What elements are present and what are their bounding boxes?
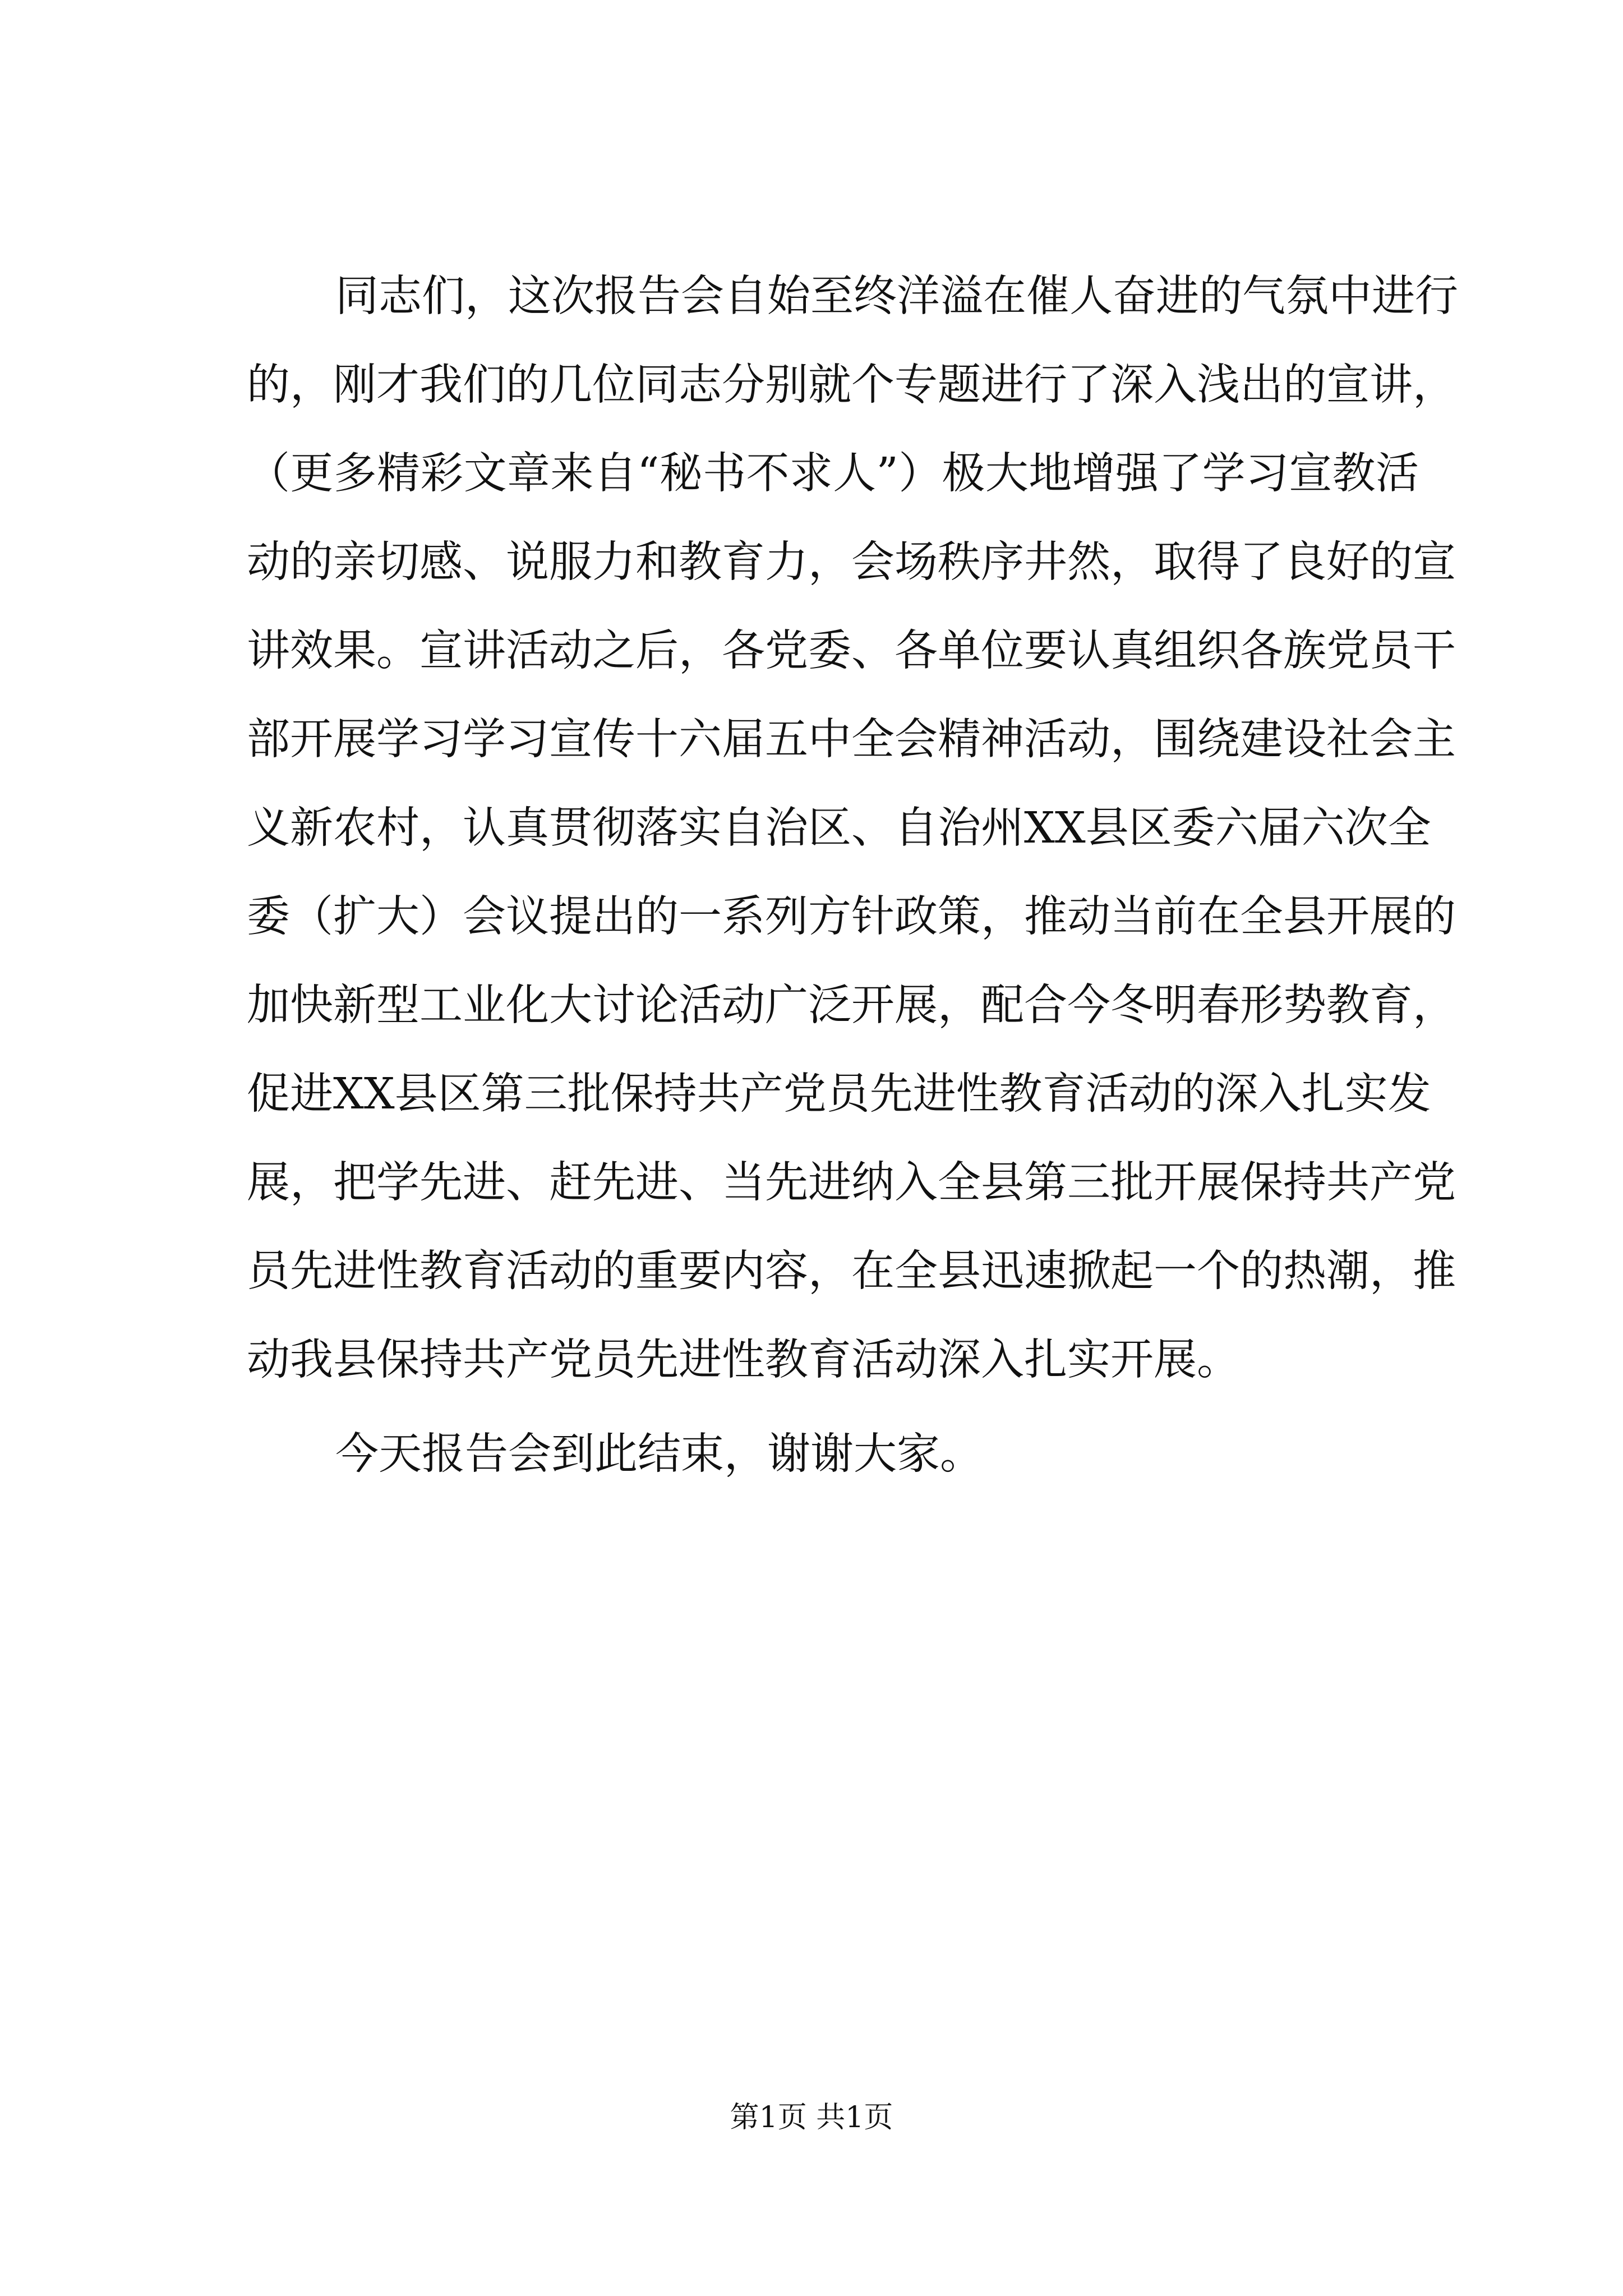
paragraph-line: 员先进性教育活动的重要内容，在全县迅速掀起一个的热潮，推	[247, 1246, 1456, 1296]
closing-line: 今天报告会到此结束，谢谢大家。	[335, 1429, 983, 1479]
paragraph-line: 的，刚才我们的几位同志分别就个专题进行了深入浅出的宣讲，	[247, 360, 1456, 410]
paragraph-line: 同志们，这次报告会自始至终洋溢在催人奋进的气氛中进行	[335, 272, 1458, 321]
paragraph-line: 加快新型工业化大讨论活动广泛开展，配合今冬明春形势教育，	[247, 981, 1456, 1030]
closing-paragraph	[247, 1410, 1419, 1499]
paragraph-line: 义新农村，认真贯彻落实自治区、自治州XX县区委六届六次全	[247, 803, 1431, 853]
page-number-footer: 第1页 共1页	[730, 2101, 893, 2134]
paragraph-line: 动的亲切感、说服力和教育力，会场秩序井然，取得了良好的宣	[247, 537, 1456, 587]
paragraph-line: 讲效果。宣讲活动之后，各党委、各单位要认真组织各族党员干	[247, 626, 1456, 676]
paragraph-line: 部开展学习学习宣传十六届五中全会精神活动，围绕建设社会主	[247, 715, 1456, 765]
paragraph-line: 委（扩大）会议提出的一系列方针政策，推动当前在全县开展的	[247, 892, 1456, 942]
paragraph-line: 展，把学先进、赶先进、当先进纳入全县第三批开展保持共产党	[247, 1158, 1456, 1208]
document-body	[247, 252, 1458, 1499]
paragraph-line: 促进XX县区第三批保持共产党员先进性教育活动的深入扎实发	[247, 1069, 1431, 1119]
paragraph-line: 动我县保持共产党员先进性教育活动深入扎实开展。	[247, 1335, 1240, 1385]
main-paragraph	[247, 252, 1458, 1405]
paragraph-line: （更多精彩文章来自“秘书不求人”）极大地增强了学习宣教活	[247, 449, 1419, 499]
